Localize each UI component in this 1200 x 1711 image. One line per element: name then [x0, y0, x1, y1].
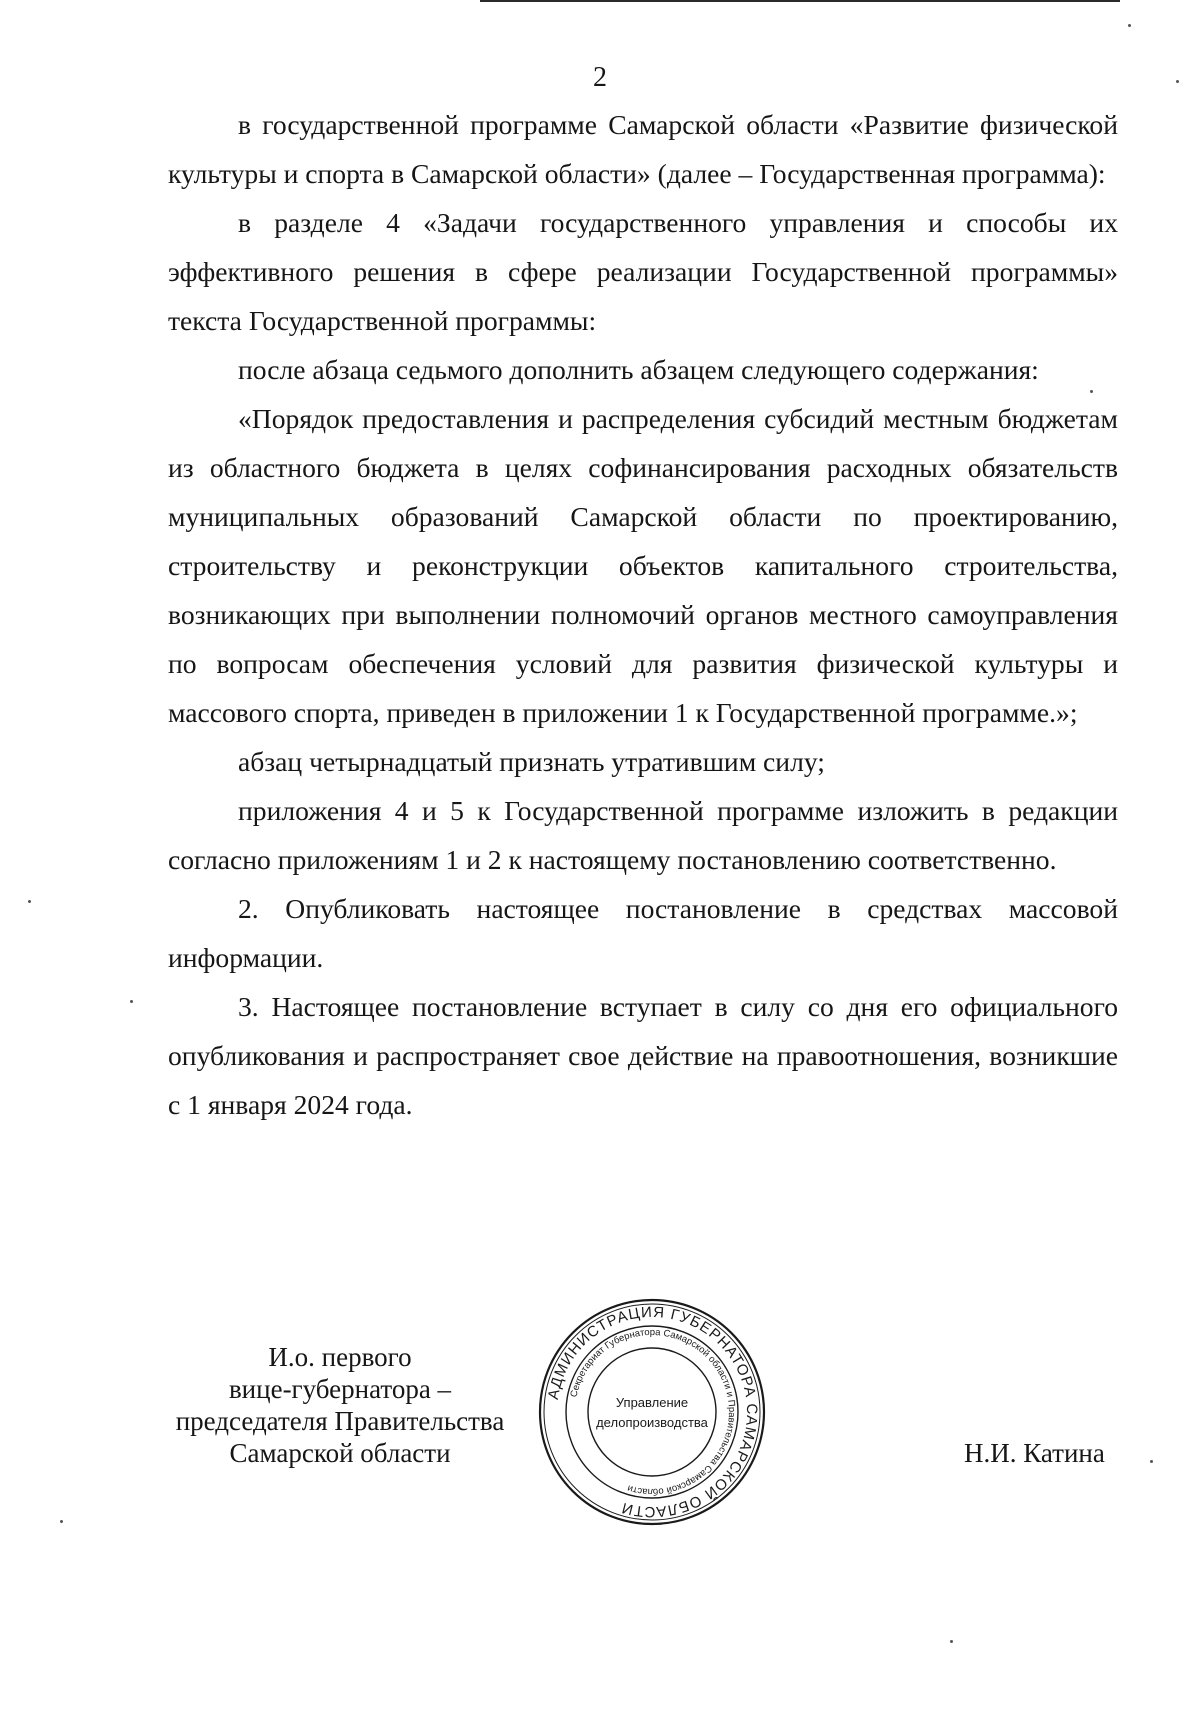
- scan-speck: [130, 1000, 133, 1003]
- paragraph-program: в государственной программе Самарской области «Развитие физической культуры и спорта в Самарской области» (далее – Государственная программа):: [168, 109, 1118, 189]
- body-text: [168, 100, 1118, 1129]
- seal-outer-text: АДМИНИСТРАЦИЯ ГУБЕРНАТОРА САМАРСКОЙ ОБЛАСТИ: [544, 1303, 761, 1521]
- scan-speck: [1128, 24, 1131, 27]
- seal-graphic: [537, 1297, 767, 1527]
- signatory-position: [130, 1341, 550, 1469]
- paragraph-section-4: в разделе 4 «Задачи государственного управления и способы их эффективного решения в сфере реализации Государственной программы» текста Государственной программы:: [168, 207, 1118, 336]
- scan-speck: [60, 1520, 63, 1523]
- scan-speck: [1150, 1460, 1153, 1463]
- signatory-name: Н.И. Катина: [964, 1438, 1105, 1468]
- paragraph-effective-date: 3. Настоящее постановление вступает в силу со дня его официального опубликования и распространяет свое действие на правоотношения, возникшие с 1 января 2024 года.: [168, 991, 1118, 1120]
- position-line: Самарской области: [229, 1438, 451, 1468]
- page-number: 2: [593, 62, 607, 93]
- seal-inner-text: Секретариат Губернатора Самарской области и Правительства Самарской области: [568, 1326, 738, 1498]
- scan-speck: [950, 1640, 953, 1643]
- scan-speck: [28, 900, 31, 903]
- seal-center-line-2: делопроизводства: [596, 1415, 708, 1430]
- position-line: И.о. первого: [268, 1342, 412, 1372]
- scan-edge-line: [480, 0, 1120, 2]
- paragraph-appendices: приложения 4 и 5 к Государственной программе изложить в редакции согласно приложениям 1 и 2 к настоящему постановлению соответственно.: [168, 795, 1118, 875]
- seal-inner-ring: [588, 1348, 716, 1476]
- official-seal: [537, 1297, 767, 1527]
- seal-middle-ring: [566, 1326, 738, 1498]
- paragraph-subsidies-order: «Порядок предоставления и распределения субсидий местным бюджетам из областного бюджета в целях софинансирования расходных обязательств муниципальных образований Самарской области по проектированию, строительству и реконструкции объектов капитального строительства, возникающих при выполнении полномочий органов местного самоуправления по вопросам обеспечения условий для развития физической культуры и массового спорта, приведен в приложении 1 к Государственной программе.»;: [168, 403, 1118, 728]
- position-line: вице-губернатора –: [228, 1374, 452, 1404]
- paragraph-fourteenth-void: абзац четырнадцатый признать утратившим силу;: [238, 746, 825, 777]
- seal-center-line-1: Управление: [615, 1395, 689, 1410]
- paragraph-publish: 2. Опубликовать настоящее постановление в средствах массовой информации.: [168, 893, 1118, 973]
- paragraph-add-after-seventh: после абзаца седьмого дополнить абзацем следующего содержания:: [238, 354, 1039, 385]
- position-line: председателя Правительства: [175, 1406, 505, 1436]
